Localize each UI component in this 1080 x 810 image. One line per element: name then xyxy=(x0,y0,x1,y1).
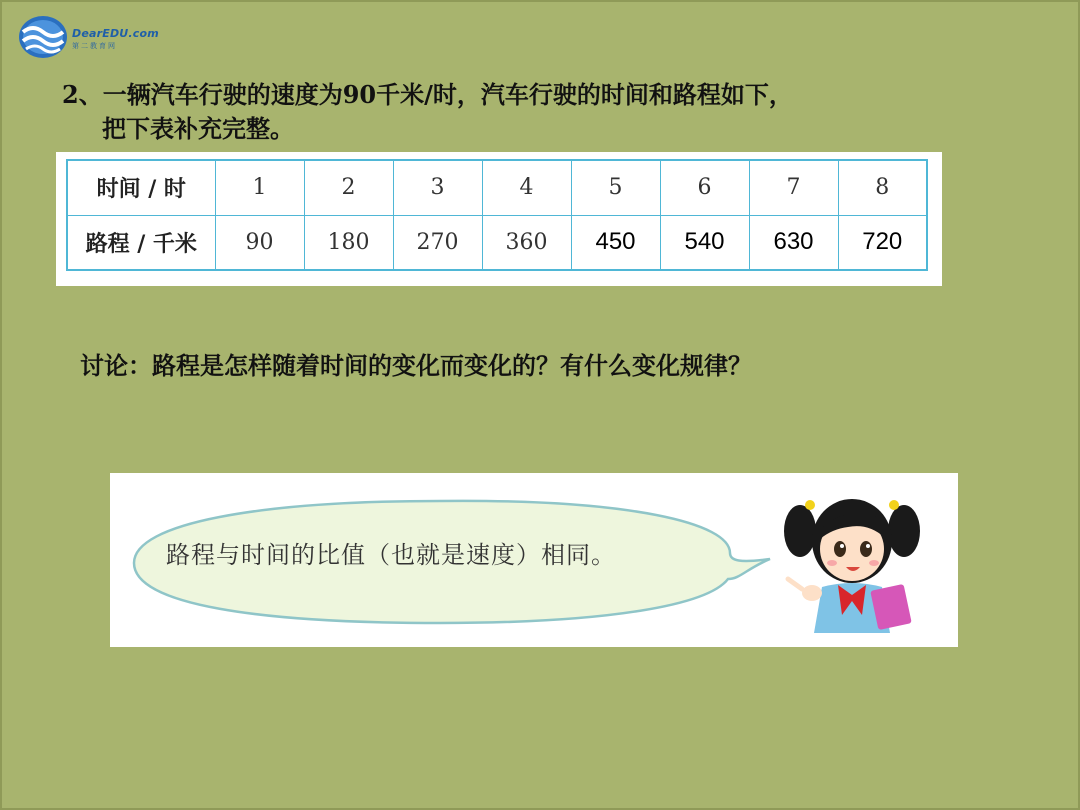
discussion-prompt: 讨论：路程是怎样随着时间的变化而变化的？有什么变化规律？ xyxy=(80,351,752,380)
time-distance-table xyxy=(66,159,928,271)
distance-header-cell: 路程 / 千米 xyxy=(67,215,215,270)
time-cell: 4 xyxy=(482,160,571,215)
distance-cell: 180 xyxy=(304,215,393,270)
dearedu-logo xyxy=(18,14,178,60)
distance-answer-cell: 720 xyxy=(838,215,927,270)
speech-panel xyxy=(110,473,958,647)
distance-answer-cell: 630 xyxy=(749,215,838,270)
time-cell: 8 xyxy=(838,160,927,215)
time-cell: 3 xyxy=(393,160,482,215)
time-cell: 2 xyxy=(304,160,393,215)
table-panel xyxy=(56,152,942,286)
question-text xyxy=(62,78,1022,146)
table-row-time xyxy=(67,160,927,215)
time-header-cell: 时间 / 时 xyxy=(67,160,215,215)
distance-answer-cell: 450 xyxy=(571,215,660,270)
speech-bubble-text: 路程与时间的比值（也就是速度）相同。 xyxy=(166,541,616,569)
time-cell: 1 xyxy=(215,160,304,215)
logo-brand: DearEDU.com xyxy=(72,27,159,40)
time-cell: 6 xyxy=(660,160,749,215)
question-line-2: 把下表补充完整。 xyxy=(102,114,294,143)
question-line-1: 2、一辆汽车行驶的速度为90千米/时，汽车行驶的时间和路程如下， xyxy=(62,80,793,109)
table-row-distance xyxy=(67,215,927,270)
distance-answer-cell: 540 xyxy=(660,215,749,270)
distance-cell: 360 xyxy=(482,215,571,270)
time-cell: 5 xyxy=(571,160,660,215)
distance-cell: 90 xyxy=(215,215,304,270)
logo-subtitle: 第二教育网 xyxy=(72,42,117,50)
time-cell: 7 xyxy=(749,160,838,215)
dearedu-logo-icon xyxy=(18,14,68,60)
distance-cell: 270 xyxy=(393,215,482,270)
girl-illustration-icon xyxy=(778,483,928,643)
